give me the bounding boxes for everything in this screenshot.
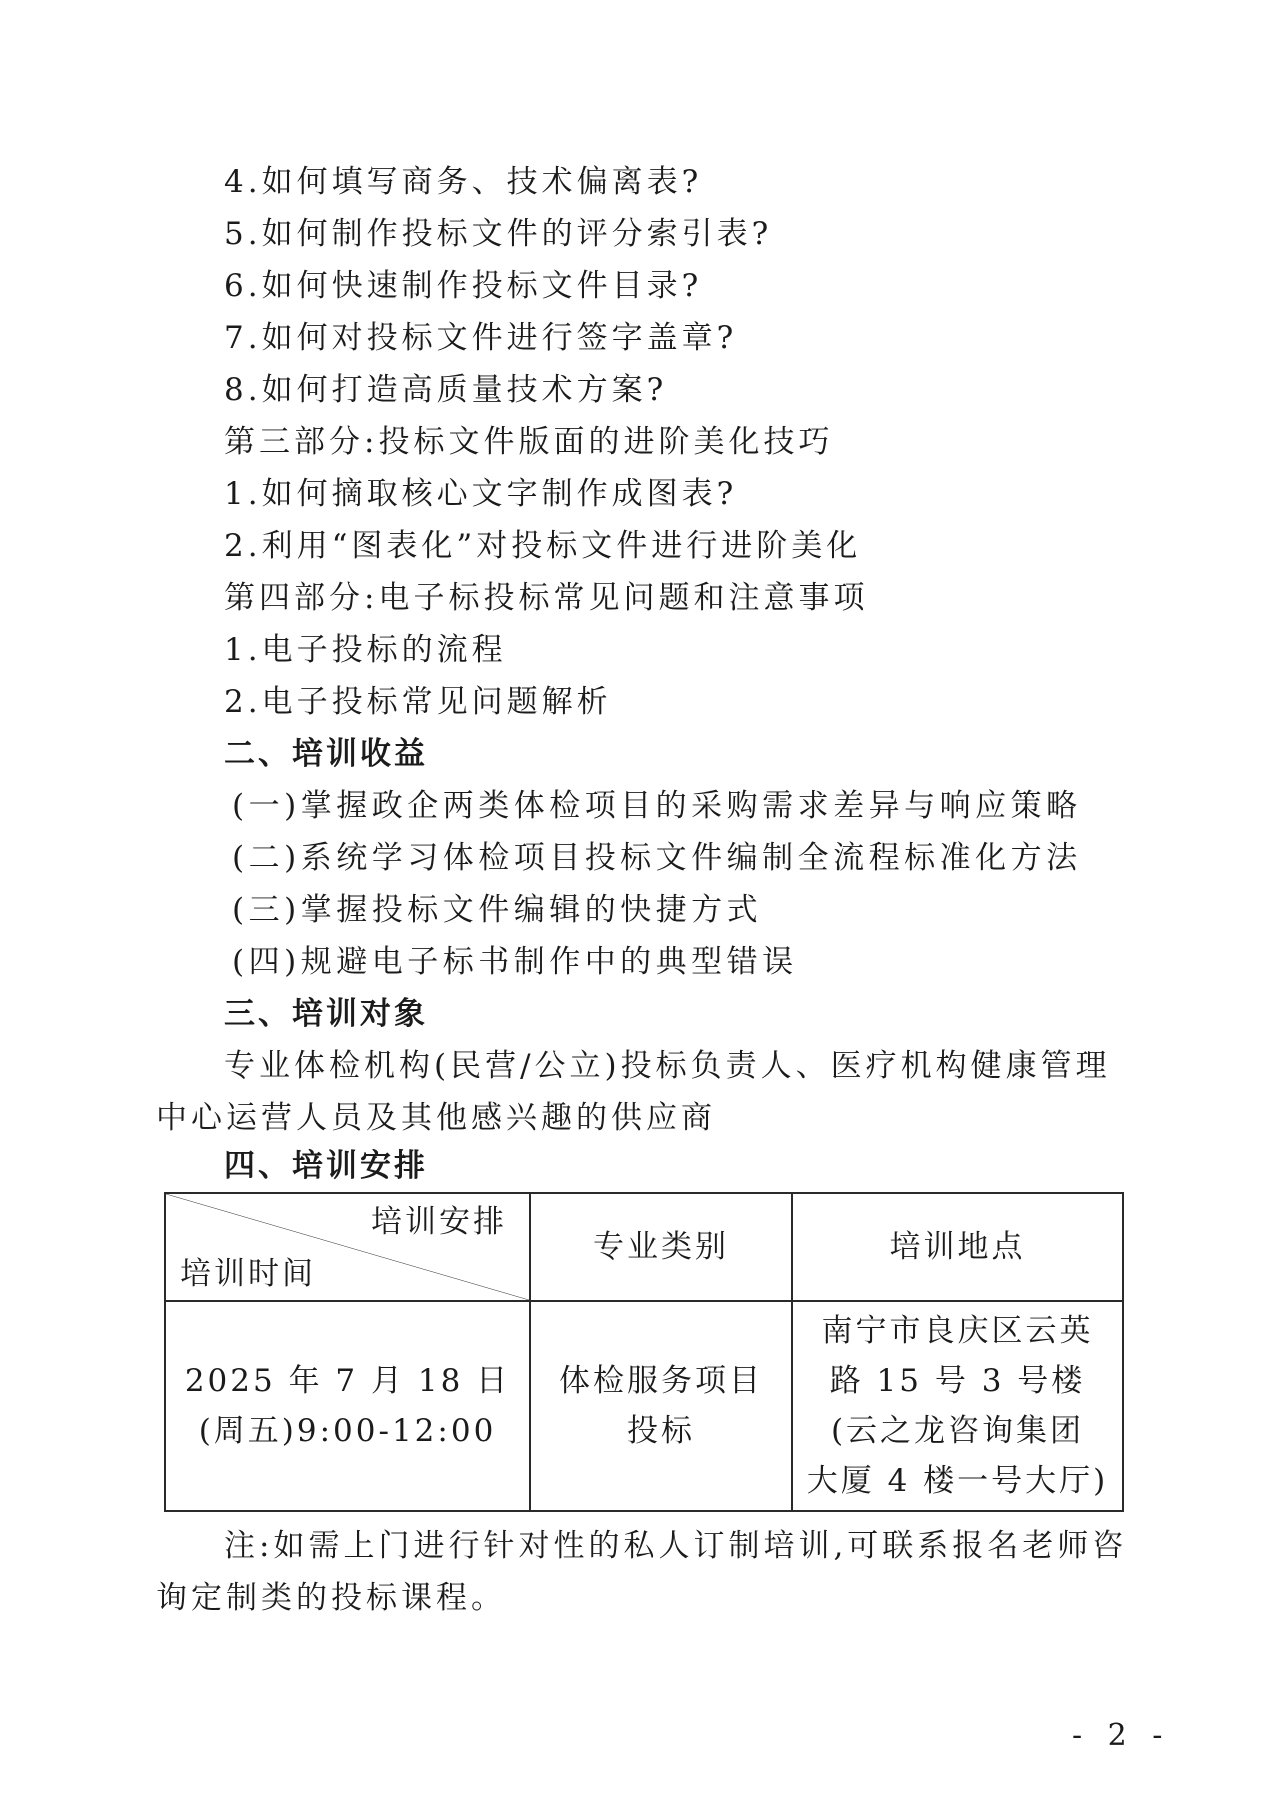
header-category: 专业类别 <box>530 1193 792 1301</box>
cell-category <box>530 1301 792 1511</box>
time-line-2: (周五)9:00-12:00 <box>198 1413 497 1449</box>
location-line-3: (云之龙咨询集团 <box>830 1413 1085 1449</box>
section-benefits-heading: 二、培训收益 <box>224 736 428 772</box>
diagonal-header-cell <box>165 1193 530 1301</box>
section-schedule-heading: 四、培训安排 <box>224 1148 428 1184</box>
location-line-4: 大厦 4 楼一号大厅) <box>806 1463 1109 1499</box>
list-item-7: 7.如何对投标文件进行签字盖章? <box>224 320 738 356</box>
list-item-5: 5.如何制作投标文件的评分索引表? <box>224 216 773 252</box>
list-item-6: 6.如何快速制作投标文件目录? <box>224 268 703 304</box>
table-row <box>165 1301 1123 1511</box>
cell-location <box>792 1301 1123 1511</box>
section-audience-heading: 三、培训对象 <box>224 996 428 1032</box>
note-line-1: 注:如需上门进行针对性的私人订制培训,可联系报名老师咨 <box>224 1528 1128 1564</box>
part-three-heading: 第三部分:投标文件版面的进阶美化技巧 <box>224 424 834 460</box>
page-number: - 2 - <box>1072 1718 1171 1753</box>
location-line-2: 路 15 号 3 号楼 <box>829 1363 1086 1399</box>
time-line-1: 2025 年 7 月 18 日 <box>184 1363 511 1399</box>
cell-time <box>165 1301 530 1511</box>
part-three-item-1: 1.如何摘取核心文字制作成图表? <box>224 476 738 512</box>
benefit-item-1: (一)掌握政企两类体检项目的采购需求差异与响应策略 <box>232 788 1082 824</box>
table-header-row <box>165 1193 1123 1301</box>
part-three-item-2: 2.利用“图表化”对投标文件进行进阶美化 <box>224 528 862 564</box>
schedule-table <box>164 1192 1124 1512</box>
diag-header-arrangement: 培训安排 <box>371 1204 507 1240</box>
diag-header-time: 培训时间 <box>180 1256 316 1292</box>
audience-paragraph-line-2: 中心运营人员及其他感兴趣的供应商 <box>156 1100 716 1136</box>
benefit-item-4: (四)规避电子标书制作中的典型错误 <box>232 944 798 980</box>
benefit-item-3: (三)掌握投标文件编辑的快捷方式 <box>232 892 763 928</box>
location-line-1: 南宁市良庆区云英 <box>821 1313 1094 1349</box>
benefit-item-2: (二)系统学习体检项目投标文件编制全流程标准化方法 <box>232 840 1082 876</box>
audience-paragraph-line-1: 专业体检机构(民营/公立)投标负责人、医疗机构健康管理 <box>224 1048 1111 1084</box>
part-four-item-1: 1.电子投标的流程 <box>224 632 507 668</box>
list-item-4: 4.如何填写商务、技术偏离表? <box>224 164 703 200</box>
part-four-heading: 第四部分:电子标投标常见问题和注意事项 <box>224 580 869 616</box>
part-four-item-2: 2.电子投标常见问题解析 <box>224 684 612 720</box>
list-item-8: 8.如何打造高质量技术方案? <box>224 372 668 408</box>
header-location: 培训地点 <box>792 1193 1123 1301</box>
category-line-2: 投标 <box>627 1413 695 1449</box>
note-line-2: 询定制类的投标课程。 <box>156 1580 506 1616</box>
category-line-1: 体检服务项目 <box>559 1363 763 1399</box>
